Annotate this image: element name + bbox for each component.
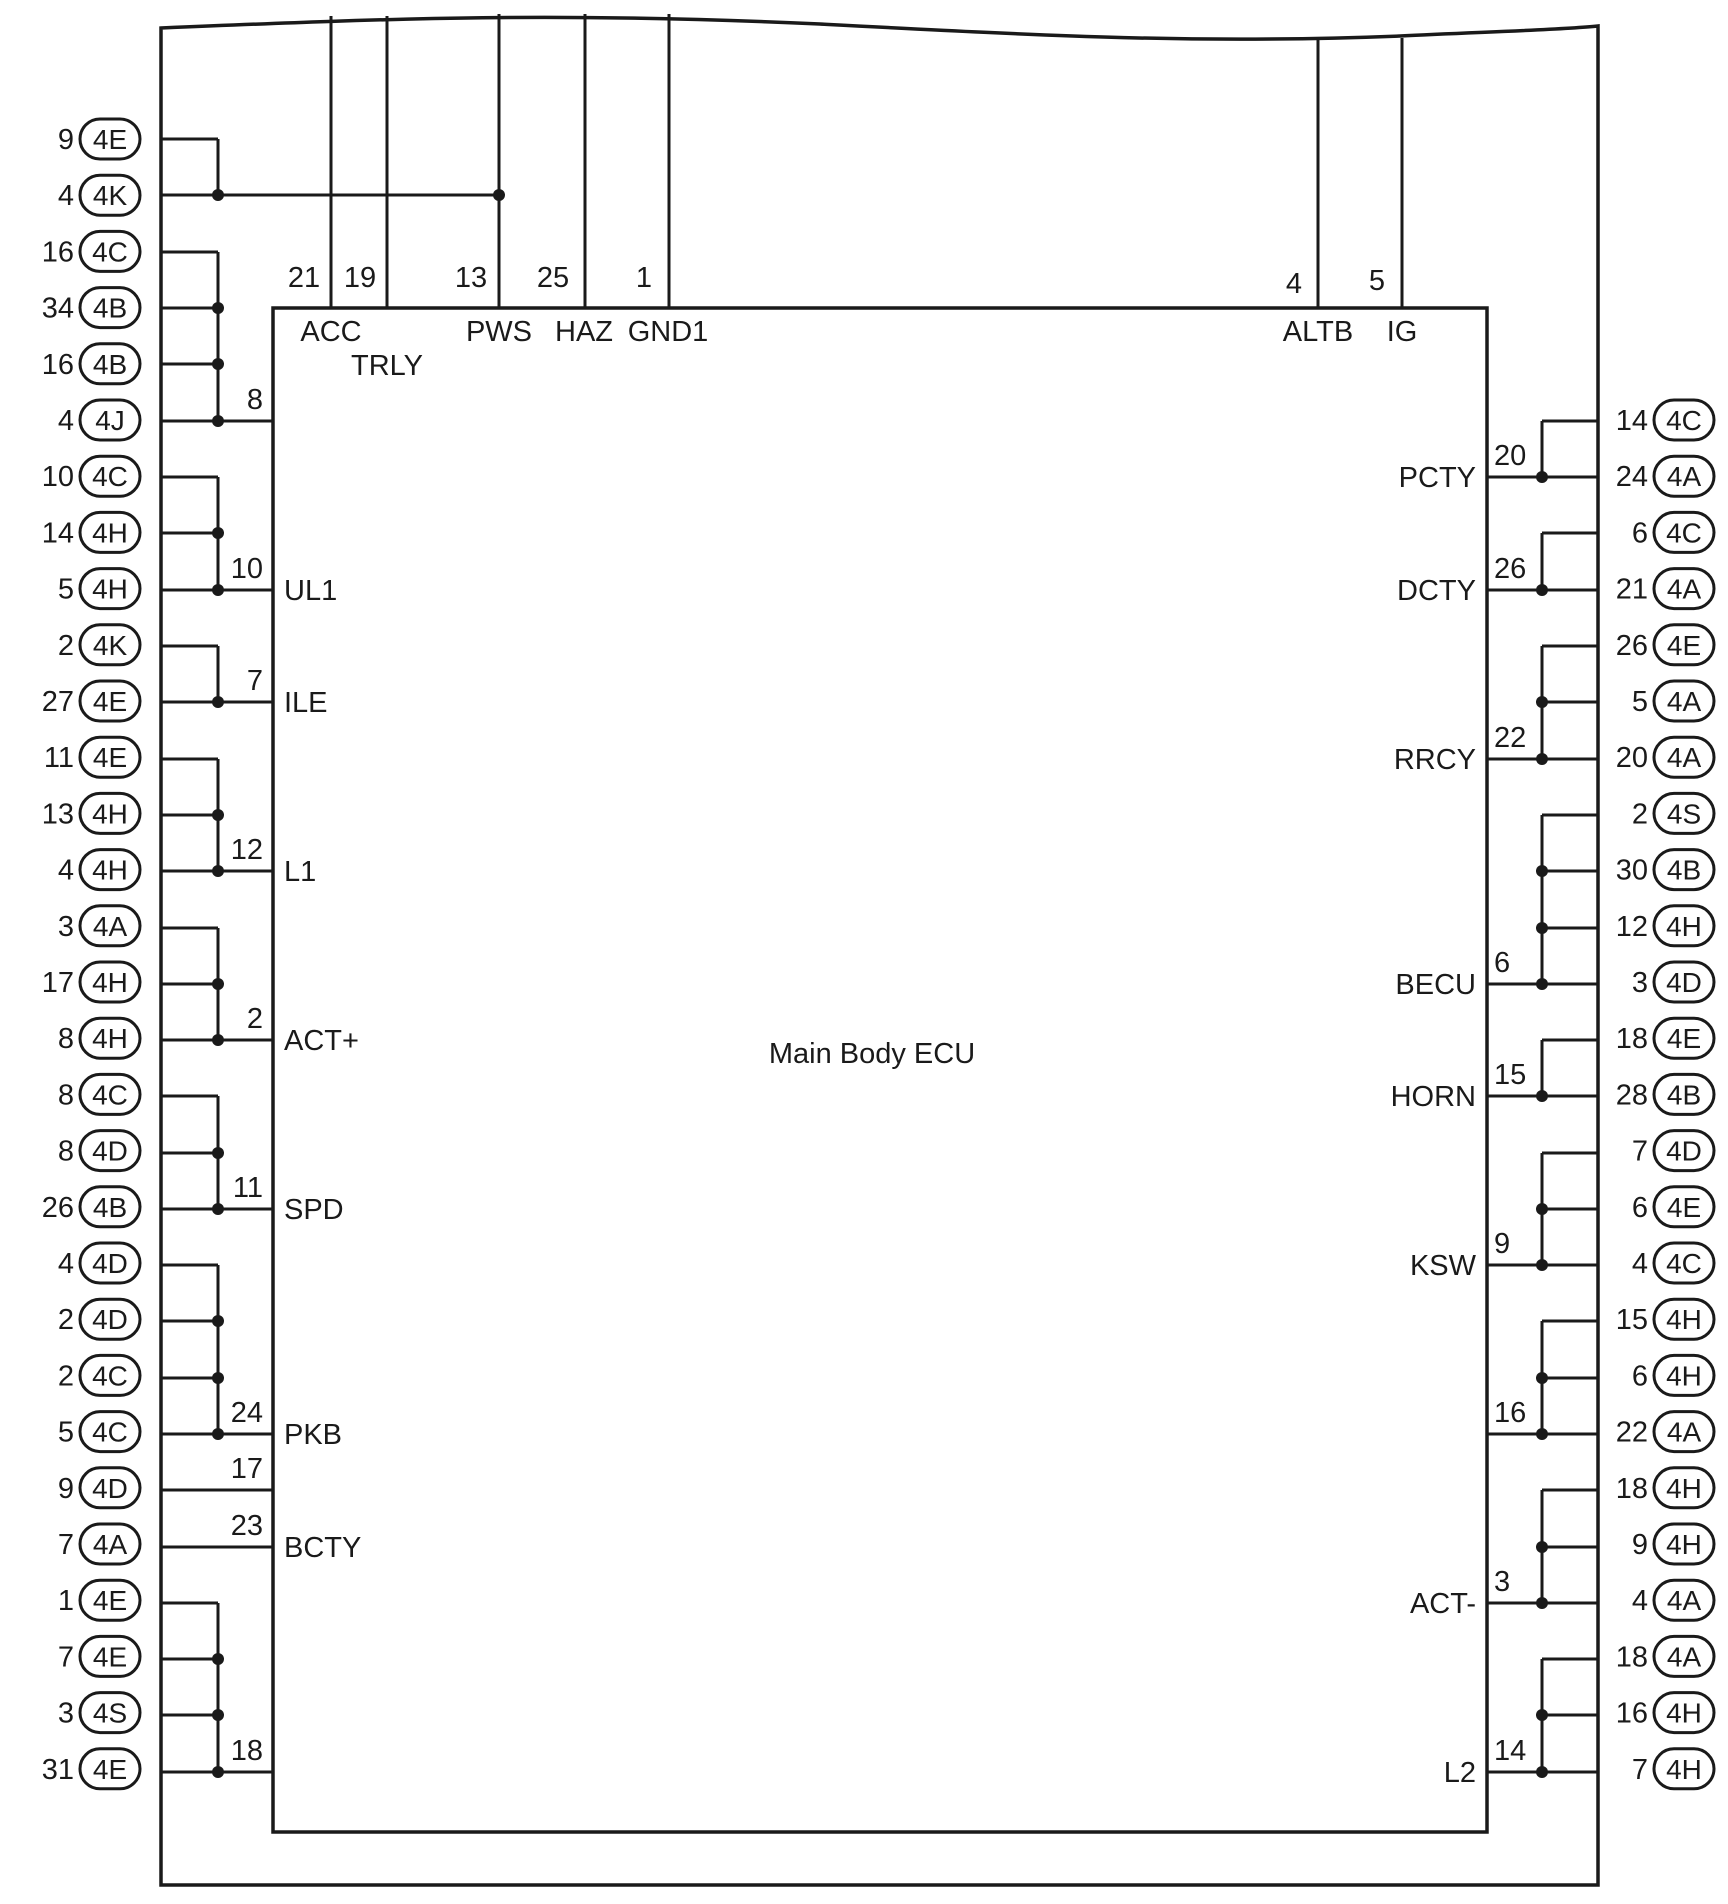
connector-pin: 5	[1631, 686, 1648, 718]
right-ecu-pin-number: 14	[1494, 1735, 1527, 1767]
connector-pin: 5	[57, 573, 74, 606]
connector-pin: 12	[1615, 910, 1648, 943]
right-connector-row	[1616, 400, 1714, 440]
connector-pin: 9	[57, 1472, 74, 1505]
left-ecu-pin-number: 23	[230, 1510, 263, 1542]
right-connector-row	[1616, 625, 1714, 665]
connector-id: 4A	[92, 910, 128, 942]
connector-pin: 4	[57, 1248, 74, 1280]
right-ecu-pin-number: 3	[1494, 1566, 1511, 1598]
left-ecu-pin-number: 24	[230, 1397, 263, 1429]
left-connector-row	[58, 1299, 140, 1339]
right-connector-row	[1632, 1749, 1714, 1789]
right-connector-row	[1632, 1580, 1714, 1620]
left-connector-row	[42, 288, 140, 328]
right-ecu-pin-number: 6	[1494, 947, 1511, 979]
connector-id: 4D	[92, 1472, 128, 1504]
left-ecu-pin-number: 8	[246, 384, 263, 416]
connector-id: 4C	[92, 1416, 128, 1448]
right-ecu-pin-label: RRCY	[1393, 744, 1476, 776]
connector-pin: 3	[1631, 967, 1648, 999]
ecu-title: Main Body ECU	[768, 1038, 976, 1070]
left-ecu-pin-number: 7	[246, 665, 263, 697]
connector-pin: 24	[1615, 461, 1648, 494]
left-connectors	[42, 119, 140, 1789]
connector-pin: 21	[1615, 573, 1648, 606]
connector-id: 4D	[92, 1248, 128, 1279]
connector-pin: 7	[57, 1529, 74, 1561]
connector-pin: 6	[1631, 1360, 1648, 1393]
right-connector-row	[1616, 456, 1714, 496]
connector-pin: 27	[41, 686, 74, 718]
left-connector-row	[58, 1412, 140, 1452]
left-connector-row	[58, 1636, 140, 1676]
connector-pin: 9	[1631, 1529, 1648, 1561]
connector-id: 4H	[92, 967, 128, 998]
connector-id: 4C	[92, 236, 128, 268]
left-ecu-pin-label: ILE	[284, 687, 328, 719]
connector-pin: 7	[1631, 1753, 1648, 1786]
connector-pin: 8	[57, 1079, 74, 1112]
top-pin-label: TRLY	[351, 350, 423, 382]
left-connector-row	[58, 1693, 140, 1733]
connector-id: 4E	[1666, 1023, 1702, 1055]
left-ecu-pin-label: UL1	[284, 575, 338, 607]
connector-id: 4E	[1666, 629, 1702, 661]
right-connector-row	[1632, 1187, 1714, 1227]
connector-pin: 18	[1615, 1023, 1648, 1056]
connector-id: 4K	[92, 629, 128, 661]
right-ecu-pin-number: 26	[1494, 553, 1527, 585]
connector-id: 4H	[1666, 1304, 1702, 1336]
left-connector-row	[58, 1355, 140, 1395]
connector-pin: 8	[57, 1135, 74, 1168]
connector-id: 4H	[92, 854, 128, 886]
right-connector-row	[1632, 1524, 1714, 1564]
connector-id: 4C	[1666, 1248, 1702, 1279]
connector-id: 4H	[1666, 1753, 1702, 1785]
connector-pin: 5	[57, 1416, 74, 1449]
left-connector-row	[44, 737, 140, 777]
connector-pin: 2	[57, 629, 74, 662]
right-ecu-pin-label: L2	[1443, 1757, 1476, 1789]
connector-pin: 16	[41, 236, 74, 269]
connector-id: 4H	[92, 517, 128, 549]
right-ecu-pin-label: PCTY	[1398, 462, 1476, 494]
connector-pin: 20	[1615, 742, 1648, 775]
connector-pin: 3	[57, 910, 74, 943]
connector-id: 4S	[92, 1697, 128, 1729]
connector-pin: 10	[41, 461, 74, 494]
left-connector-row	[58, 625, 140, 665]
connector-pin: 2	[57, 1360, 74, 1393]
left-ecu-pin-label: L1	[284, 856, 317, 888]
connector-pin: 34	[41, 292, 74, 325]
left-connector-row	[58, 1074, 140, 1114]
right-ecu-pins	[1391, 440, 1527, 1789]
connector-pin: 8	[57, 1023, 74, 1056]
left-connector-row	[42, 231, 140, 271]
right-connector-row	[1616, 569, 1714, 609]
connector-id: 4D	[92, 1304, 128, 1336]
connector-id: 4B	[1666, 1079, 1702, 1111]
connector-pin: 2	[57, 1304, 74, 1337]
right-connector-row	[1616, 1468, 1714, 1508]
connector-pin: 7	[1631, 1135, 1648, 1168]
connector-id: 4D	[92, 1135, 128, 1167]
connector-id: 4E	[92, 1585, 128, 1617]
ecu-box	[273, 308, 1487, 1832]
top-pin-number: 13	[454, 262, 488, 294]
left-connector-row	[58, 1580, 140, 1620]
outer-frame	[161, 17, 1598, 1885]
right-connector-row	[1632, 1243, 1714, 1283]
left-ecu-pin-number: 17	[230, 1453, 263, 1485]
left-connector-row	[42, 344, 140, 384]
left-ecu-pin-number: 11	[232, 1172, 263, 1204]
connector-id: 4E	[92, 686, 128, 717]
connector-id: 4E	[92, 1641, 128, 1673]
connector-id: 4C	[92, 461, 128, 493]
right-connector-row	[1616, 737, 1714, 777]
connector-pin: 9	[57, 124, 74, 156]
connector-pin: 13	[41, 798, 74, 831]
top-pin-label: HAZ	[555, 316, 613, 348]
connector-pin: 6	[1631, 517, 1648, 550]
left-connector-row	[42, 456, 140, 496]
connector-id: 4E	[92, 742, 128, 774]
connector-id: 4A	[1666, 1641, 1702, 1673]
top-pin-label: ALTB	[1282, 316, 1354, 348]
connector-id: 4S	[1666, 798, 1702, 830]
connector-pin: 2	[1631, 798, 1648, 831]
left-ecu-pin-number: 2	[246, 1003, 263, 1035]
left-ecu-pin-label: SPD	[284, 1194, 344, 1226]
connector-pin: 28	[1615, 1079, 1648, 1112]
right-ecu-pin-label: HORN	[1390, 1081, 1476, 1113]
connector-id: 4C	[92, 1360, 128, 1392]
right-ecu-pin-number: 16	[1494, 1397, 1527, 1429]
top-pin-label: PWS	[465, 316, 533, 348]
right-connector-row	[1616, 906, 1714, 946]
connector-id: 4D	[1666, 967, 1702, 998]
connector-id: 4H	[1666, 1360, 1702, 1392]
connector-id: 4H	[92, 798, 128, 830]
connector-pin: 4	[1631, 1585, 1648, 1618]
connector-id: 4K	[92, 180, 128, 212]
top-pin-number: 21	[287, 262, 321, 294]
left-ecu-pin-label: ACT+	[284, 1025, 359, 1057]
connector-id: 4A	[1666, 461, 1702, 493]
left-connector-row	[58, 906, 140, 946]
top-pin-number: 25	[536, 262, 570, 294]
connector-id: 4E	[1666, 1191, 1702, 1223]
top-pin-number: 19	[343, 262, 377, 294]
left-connector-row	[58, 1018, 140, 1058]
right-connector-row	[1616, 1412, 1714, 1452]
connector-pin: 4	[1631, 1248, 1648, 1280]
top-pin-label: ACC	[300, 316, 362, 348]
right-connector-row	[1616, 1636, 1714, 1676]
connector-id: 4A	[1666, 573, 1702, 605]
right-ecu-pin-label: BECU	[1395, 969, 1476, 1001]
connector-id: 4J	[95, 405, 125, 436]
connector-pin: 1	[57, 1585, 74, 1618]
connector-pin: 18	[1615, 1641, 1648, 1674]
connector-pin: 7	[57, 1641, 74, 1674]
connector-pin: 26	[1615, 629, 1648, 662]
connector-pin: 31	[41, 1753, 74, 1786]
right-connector-row	[1616, 1693, 1714, 1733]
connector-id: 4A	[1666, 1585, 1702, 1617]
left-ecu-pin-number: 18	[230, 1735, 263, 1767]
connector-pin: 30	[1615, 854, 1648, 887]
left-connector-row	[58, 850, 140, 890]
right-connector-row	[1616, 1018, 1714, 1058]
connector-id: 4H	[1666, 1472, 1702, 1504]
right-connectors	[1616, 400, 1714, 1789]
left-ecu-pin-number: 12	[230, 834, 263, 866]
left-connector-row	[58, 569, 140, 609]
connector-pin: 6	[1631, 1191, 1648, 1224]
connector-pin: 22	[1615, 1416, 1648, 1449]
right-connector-row	[1616, 850, 1714, 890]
connector-pin: 18	[1615, 1472, 1648, 1505]
top-pin-label: IG	[1386, 316, 1418, 348]
left-connector-row	[58, 1468, 140, 1508]
top-pin-number: 1	[635, 262, 653, 294]
connector-pin: 14	[41, 517, 74, 550]
connector-pin: 15	[1615, 1304, 1648, 1337]
connector-id: 4C	[92, 1079, 128, 1111]
right-ecu-pin-number: 22	[1494, 722, 1527, 754]
left-connector-row	[58, 119, 140, 159]
connector-id: 4A	[1666, 686, 1702, 717]
left-connector-row	[42, 1749, 140, 1789]
connector-id: 4H	[1666, 910, 1702, 942]
left-connector-row	[42, 512, 140, 552]
left-connector-row	[42, 962, 140, 1002]
right-ecu-pin-label: ACT-	[1409, 1588, 1476, 1620]
top-pin-number: 4	[1285, 268, 1303, 300]
right-connector-row	[1616, 1299, 1714, 1339]
connector-pin: 16	[41, 348, 74, 381]
right-connector-row	[1632, 793, 1714, 833]
connector-pin: 4	[57, 854, 74, 887]
left-connector-row	[42, 1187, 140, 1227]
connector-id: 4B	[92, 292, 128, 324]
left-connector-row	[42, 793, 140, 833]
connector-pin: 11	[43, 742, 74, 775]
top-pin-label: GND1	[627, 316, 709, 348]
connector-id: 4C	[1666, 517, 1702, 549]
connector-pin: 14	[1615, 405, 1648, 437]
connector-id: 4B	[1666, 854, 1702, 886]
connector-id: 4A	[1666, 742, 1702, 774]
left-connector-row	[58, 400, 140, 440]
connector-id: 4E	[92, 124, 128, 155]
right-connector-row	[1632, 512, 1714, 552]
left-connector-row	[58, 1524, 140, 1564]
left-ecu-pin-label: BCTY	[284, 1532, 362, 1564]
connector-id: 4H	[92, 573, 128, 605]
right-ecu-pin-number: 15	[1494, 1059, 1527, 1091]
left-connector-row	[58, 1131, 140, 1171]
right-connector-row	[1632, 1355, 1714, 1395]
connector-id: 4H	[92, 1023, 128, 1055]
connector-id: 4E	[92, 1753, 128, 1785]
right-ecu-pin-number: 20	[1494, 440, 1527, 472]
connector-id: 4A	[92, 1529, 128, 1560]
connector-id: 4C	[1666, 405, 1702, 436]
left-connector-row	[58, 175, 140, 215]
right-ecu-pin-label: KSW	[1409, 1250, 1476, 1282]
connector-pin: 16	[1615, 1697, 1648, 1730]
connector-id: 4H	[1666, 1529, 1702, 1560]
top-pin-number: 5	[1368, 265, 1386, 297]
connector-pin: 4	[57, 180, 74, 213]
connector-id: 4B	[92, 1191, 128, 1223]
right-ecu-pin-number: 9	[1494, 1228, 1511, 1260]
right-connector-row	[1632, 962, 1714, 1002]
right-ecu-pin-label: DCTY	[1397, 575, 1476, 607]
connector-id: 4D	[1666, 1135, 1702, 1167]
connector-pin: 17	[41, 967, 74, 999]
connector-id: 4H	[1666, 1697, 1702, 1729]
connector-pin: 26	[41, 1191, 74, 1224]
connector-pin: 3	[57, 1697, 74, 1730]
left-connector-row	[42, 681, 140, 721]
right-connector-row	[1632, 1131, 1714, 1171]
left-ecu-pin-number: 10	[230, 553, 263, 585]
left-ecu-pin-label: PKB	[284, 1419, 343, 1451]
left-connector-row	[58, 1243, 140, 1283]
connector-id: 4B	[92, 348, 128, 380]
right-connector-row	[1632, 681, 1714, 721]
connector-id: 4A	[1666, 1416, 1702, 1448]
connector-pin: 4	[57, 405, 74, 437]
right-connector-row	[1616, 1074, 1714, 1114]
